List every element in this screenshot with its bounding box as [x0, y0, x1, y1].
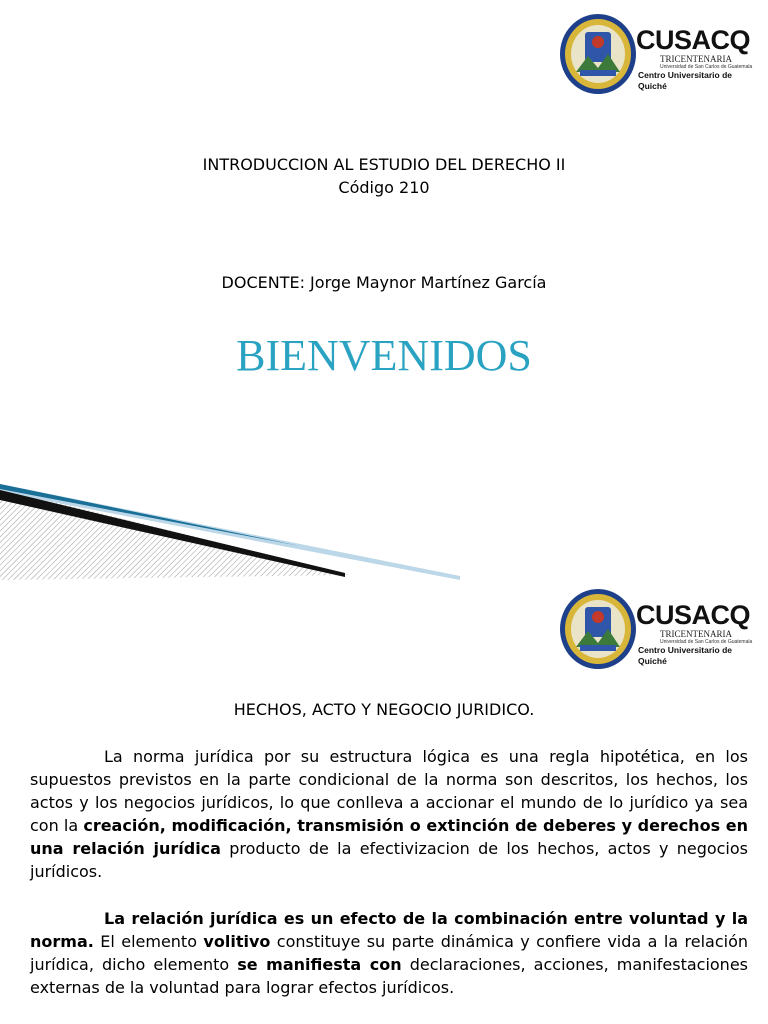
brand-university: Universidad de San Carlos de Guatemala [660, 639, 753, 645]
p2-text-b: El elemento [93, 932, 204, 951]
section-heading [0, 700, 768, 719]
paragraph-norma [30, 745, 748, 883]
brand-center: Centro Universitario de Quiché [638, 70, 732, 91]
p2-text-bold-e: se manifiesta con [237, 955, 402, 974]
brand-name: CUSACQ [636, 600, 751, 630]
p2-text-f: declaraciones, acciones, manifestaciones externas de la voluntad para lograr efectos jurídicos. [30, 955, 749, 997]
docente-line: DOCENTE: Jorge Maynor Martínez García [221, 273, 547, 292]
section-heading-period: . [529, 700, 535, 719]
brand-text [636, 26, 756, 92]
paragraph-relacion [30, 907, 748, 999]
brand-tricentenaria: TRICENTENARIA [660, 629, 732, 639]
p1-text-a: La norma jurídica por su estructura lógica es una regla hipotética, en los supuestos previstos en la parte condicional de la norma son descritos, los hechos, los actos y los negocios jurídicos, lo que conlleva a accionar el mundo de lo jurídico ya sea con la [30, 747, 748, 835]
brand-university: Universidad de San Carlos de Guatemala [660, 64, 753, 70]
brand-tricentenaria: TRICENTENARIA [660, 54, 732, 64]
course-code: Código 210 [338, 178, 430, 197]
p2-text-bold-a: La relación jurídica es un efecto de la combinación entre voluntad y la norma. [30, 909, 748, 951]
course-title-line1: INTRODUCCION AL ESTUDIO DEL DERECHO II [202, 155, 566, 174]
brand-center: Centro Universitario de Quiché [638, 645, 732, 666]
brand-text [636, 601, 756, 667]
cusacq-logo [558, 12, 754, 98]
welcome-heading: BIENVENIDOS [236, 331, 532, 380]
brand-name: CUSACQ [636, 25, 751, 55]
decorative-swoosh [0, 480, 460, 580]
p1-text-bold: creación, modificación, transmisión o extinción de deberes y derechos en una relación jurídica [30, 816, 748, 858]
course-title [0, 153, 768, 199]
p2-text-d: constituye su parte dinámica y confiere vida a la relación jurídica, dicho elemento [30, 932, 749, 974]
p2-text-bold-c: volitivo [203, 932, 271, 951]
cusacq-logo-2 [558, 587, 754, 673]
university-seal-icon [558, 587, 638, 671]
section-heading-text: HECHOS, ACTO Y NEGOCIO JURIDICO [233, 700, 530, 719]
university-seal-icon [558, 12, 638, 96]
p1-text-c: producto de la efectivizacion de los hechos, actos y negocios jurídicos. [30, 839, 749, 881]
